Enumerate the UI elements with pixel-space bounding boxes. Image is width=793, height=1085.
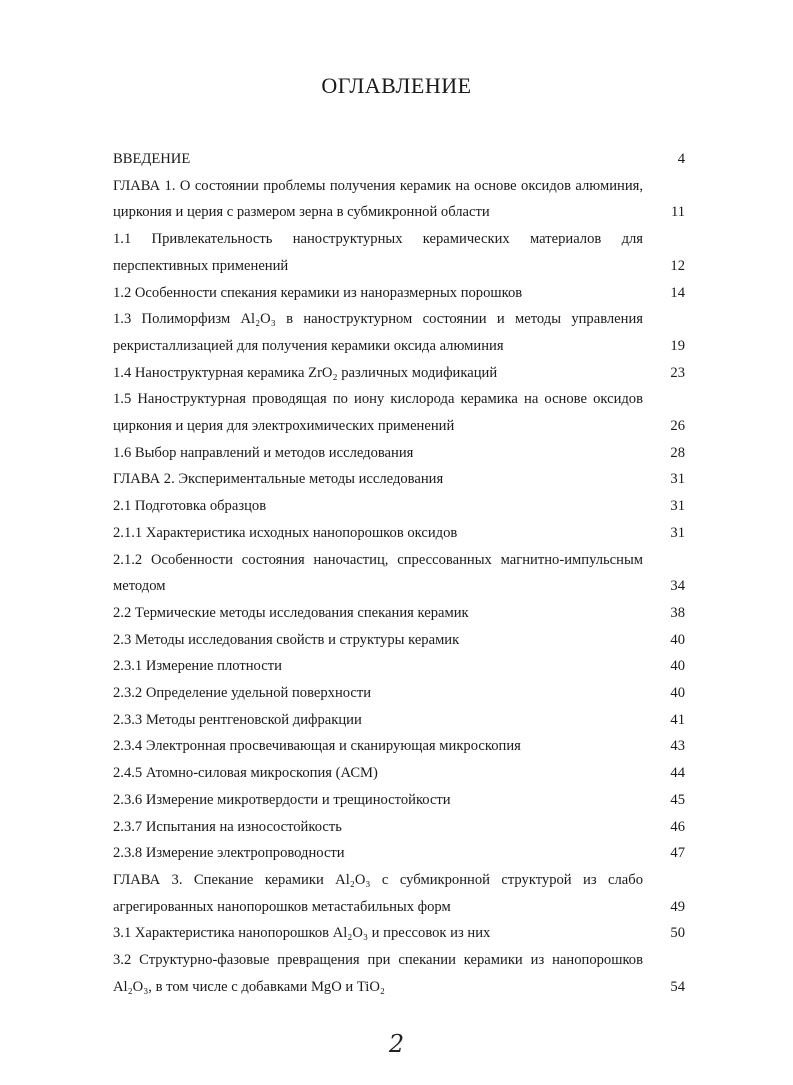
toc-entry-text: 3.1 Характеристика нанопорошков Al₂O₃ и прессовок из них bbox=[113, 925, 491, 942]
toc-entry-page: 41 bbox=[670, 711, 685, 728]
toc-entry-text: 1.2 Особенности спекания керамики из наноразмерных порошков bbox=[113, 284, 523, 301]
toc-entry-text: 2.3.2 Определение удельной поверхности bbox=[113, 685, 372, 702]
toc-entry-text: ГЛАВА 1. О состоянии проблемы получения керамик на основе оксидов алюминия, циркония и церия с размером зерна в субмикронной области bbox=[113, 177, 643, 221]
toc-entry[interactable] bbox=[113, 173, 685, 226]
toc-entry[interactable] bbox=[113, 306, 685, 359]
toc-entry-text: 1.4 Наноструктурная керамика ZrO₂ различных модификаций bbox=[113, 364, 498, 381]
toc-entry[interactable] bbox=[113, 466, 685, 493]
toc-entry-text: 2.1.2 Особенности состояния наночастиц, спрессованных магнитно-импульсным методом bbox=[113, 551, 643, 595]
toc-entry[interactable] bbox=[113, 146, 685, 173]
toc-entry[interactable] bbox=[113, 360, 685, 387]
toc-entry[interactable] bbox=[113, 440, 685, 467]
toc-entry-text: 2.4.5 Атомно-силовая микроскопия (АСМ) bbox=[113, 765, 378, 782]
toc-entry-text: 2.3.8 Измерение электропроводности bbox=[113, 845, 345, 862]
toc-entry-page: 40 bbox=[670, 685, 685, 702]
toc-entry-page: 14 bbox=[670, 284, 685, 301]
toc-entry[interactable] bbox=[113, 600, 685, 627]
toc-entry-page: 12 bbox=[670, 257, 685, 274]
toc-entry-page: 31 bbox=[670, 498, 685, 515]
toc-entry-text: 1.3 Полиморфизм Al₂O₃ в наноструктурном состоянии и методы управления рекристаллизацией для получения керамики оксида алюминия bbox=[113, 311, 643, 354]
toc-entry[interactable] bbox=[113, 547, 685, 600]
page-title: ОГЛАВЛЕНИЕ bbox=[321, 73, 472, 98]
toc-entry-page: 45 bbox=[670, 791, 685, 808]
toc-entry[interactable] bbox=[113, 840, 685, 867]
toc-entry-text: 2.2 Термические методы исследования спекания керамик bbox=[113, 604, 469, 621]
toc-entry-page: 40 bbox=[670, 631, 685, 648]
toc-entry[interactable] bbox=[113, 920, 685, 947]
toc-entry-text: 2.3.7 Испытания на износостойкость bbox=[113, 818, 342, 835]
toc-entry-text: 1.5 Наноструктурная проводящая по иону кислорода керамика на основе оксидов циркония и церия для электрохимических применений bbox=[113, 391, 643, 435]
toc-entry-text: 2.3 Методы исследования свойств и структуры керамик bbox=[113, 631, 460, 648]
toc-entry[interactable] bbox=[113, 787, 685, 814]
toc-entry-page: 38 bbox=[670, 604, 685, 621]
toc-entry-text: 1.1 Привлекательность наноструктурных керамических материалов для перспективных применений bbox=[113, 231, 643, 274]
toc-entry-text: ГЛАВА 2. Экспериментальные методы исследования bbox=[113, 471, 444, 488]
toc-entry[interactable] bbox=[113, 520, 685, 547]
toc-entry-page: 19 bbox=[670, 337, 685, 354]
table-of-contents bbox=[113, 146, 685, 1001]
toc-entry-page: 40 bbox=[670, 658, 685, 675]
toc-entry-page: 47 bbox=[670, 845, 685, 862]
toc-entry-text: 2.3.6 Измерение микротвердости и трещиностойкости bbox=[113, 791, 451, 808]
page-number: 2 bbox=[388, 1030, 405, 1058]
toc-entry[interactable] bbox=[113, 653, 685, 680]
toc-entry-text: ГЛАВА 3. Спекание керамики Al₂O₃ с субмикронной структурой из слабо агрегированных нанопорошков метастабильных форм bbox=[113, 871, 643, 915]
toc-entry[interactable] bbox=[113, 947, 685, 1000]
toc-entry[interactable] bbox=[113, 814, 685, 841]
toc-entry-page: 34 bbox=[670, 578, 685, 595]
toc-entry[interactable] bbox=[113, 627, 685, 654]
toc-entry-page: 44 bbox=[670, 765, 685, 782]
toc-entry-text: 2.3.1 Измерение плотности bbox=[113, 658, 282, 675]
toc-entry-text: 1.6 Выбор направлений и методов исследования bbox=[113, 444, 414, 461]
toc-entry[interactable] bbox=[113, 280, 685, 307]
toc-entry[interactable] bbox=[113, 867, 685, 920]
toc-entry[interactable] bbox=[113, 707, 685, 734]
toc-entry[interactable] bbox=[113, 733, 685, 760]
toc-entry-page: 54 bbox=[670, 978, 685, 995]
toc-entry-text: 2.3.4 Электронная просвечивающая и сканирующая микроскопия bbox=[113, 738, 521, 755]
toc-entry-page: 49 bbox=[670, 898, 685, 915]
toc-entry[interactable] bbox=[113, 386, 685, 439]
toc-entry[interactable] bbox=[113, 493, 685, 520]
toc-entry-page: 4 bbox=[677, 151, 685, 167]
toc-entry[interactable] bbox=[113, 226, 685, 279]
toc-entry-page: 28 bbox=[670, 444, 685, 461]
toc-entry-page: 31 bbox=[670, 524, 685, 541]
toc-entry-page: 23 bbox=[670, 364, 685, 381]
toc-entry-page: 11 bbox=[670, 204, 685, 221]
toc-entry[interactable] bbox=[113, 760, 685, 787]
toc-entry-text: 2.3.3 Методы рентгеновской дифракции bbox=[113, 711, 362, 728]
toc-entry[interactable] bbox=[113, 680, 685, 707]
toc-entry-text: ВВЕДЕНИЕ bbox=[113, 151, 191, 167]
toc-entry-text: 2.1 Подготовка образцов bbox=[113, 498, 267, 515]
toc-entry-page: 46 bbox=[670, 818, 685, 835]
toc-entry-page: 50 bbox=[670, 925, 685, 942]
toc-entry-text: 3.2 Структурно-фазовые превращения при спекании керамики из нанопорошков Al₂O₃, в том числе с добавками MgO и TiO₂ bbox=[113, 952, 643, 995]
toc-entry-page: 26 bbox=[670, 418, 685, 435]
toc-entry-page: 31 bbox=[670, 471, 685, 488]
toc-entry-text: 2.1.1 Характеристика исходных нанопорошков оксидов bbox=[113, 524, 458, 541]
toc-entry-page: 43 bbox=[670, 738, 685, 755]
